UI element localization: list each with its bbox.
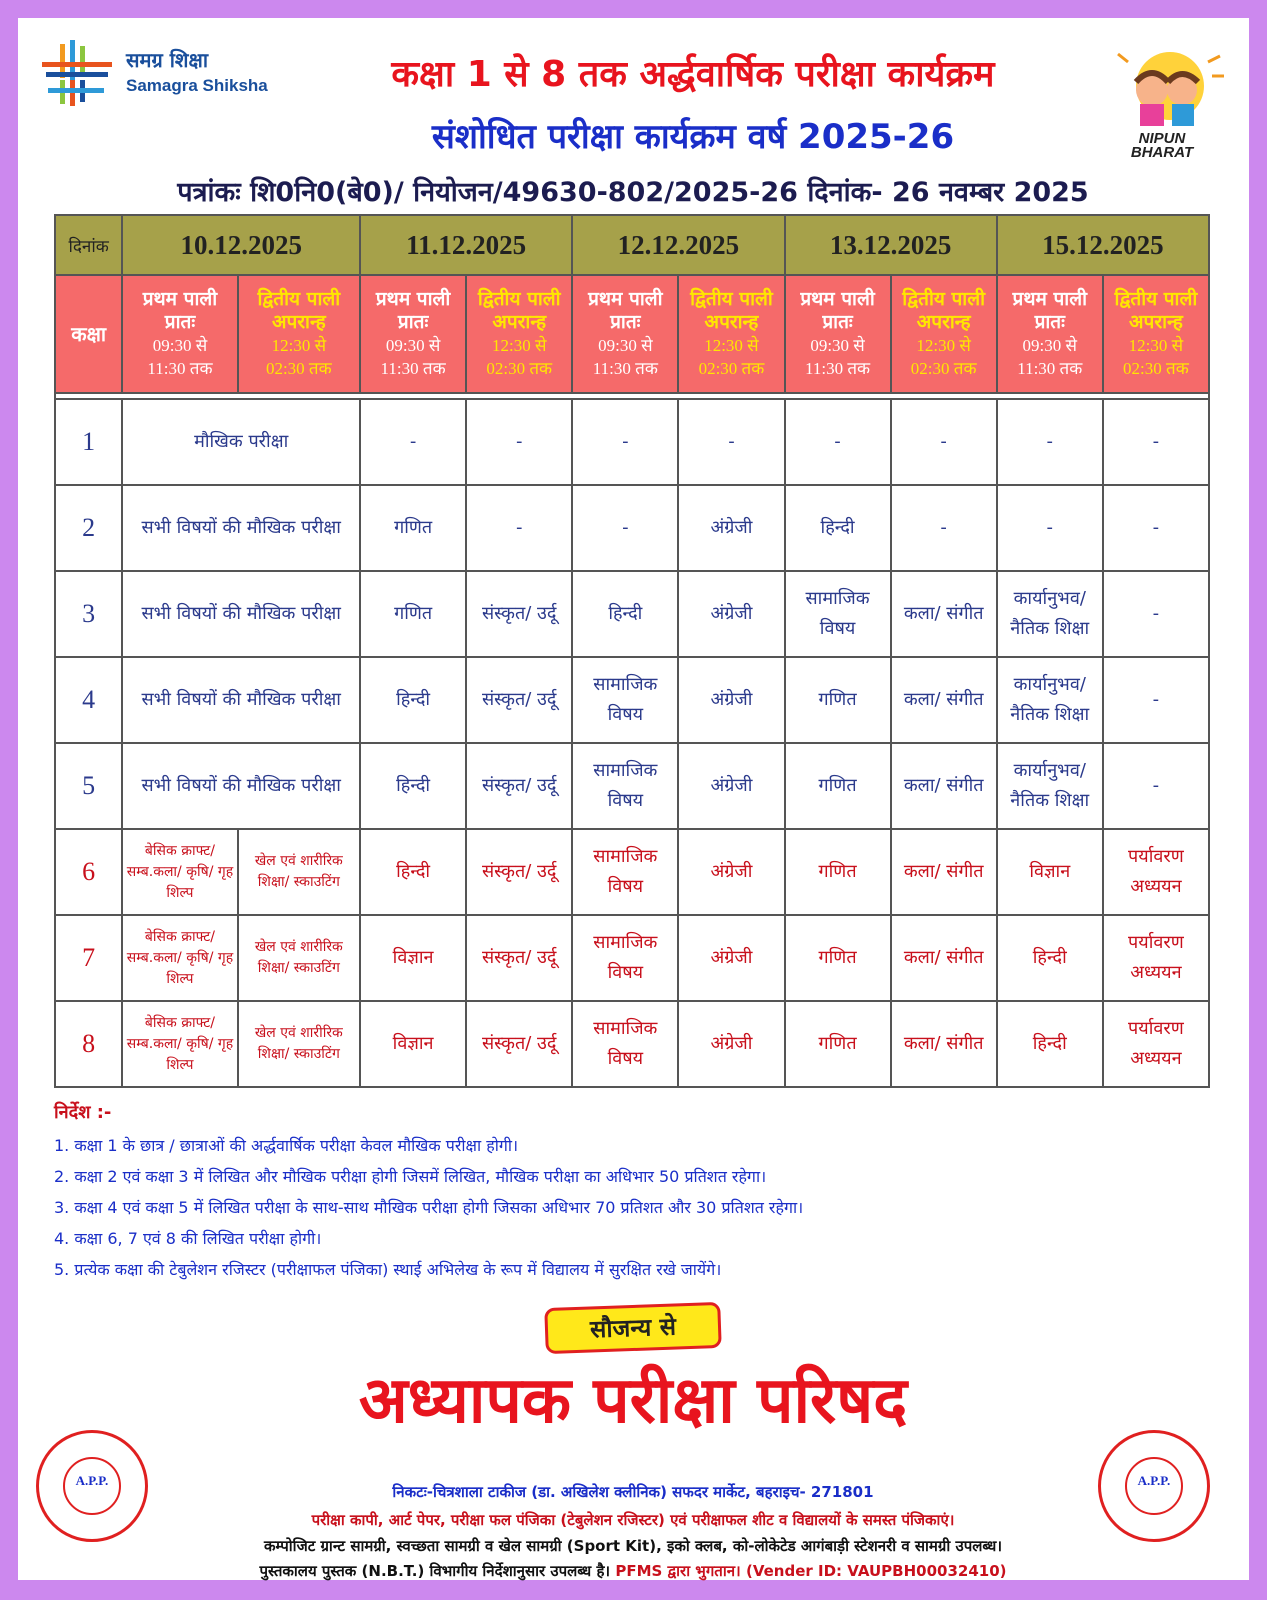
page-subtitle: संशोधित परीक्षा कार्यक्रम वर्ष 2025-26 <box>431 117 955 157</box>
subject-cell: हिन्दी <box>785 485 891 571</box>
second-shift-header <box>466 275 572 393</box>
subject-cell: पर्यावरण अध्ययन <box>1103 915 1209 1001</box>
instructions <box>54 1100 1224 1285</box>
shift-time-of-day: प्रातः <box>397 311 429 333</box>
shift-time-of-day: प्रातः <box>822 311 853 333</box>
courtesy-badge: सौजन्य से <box>544 1302 721 1354</box>
shift-from: 09:30 से <box>1022 336 1077 355</box>
table-row <box>55 485 1209 571</box>
class-number: 1 <box>55 399 122 485</box>
oral-exam-cell: सभी विषयों की मौखिक परीक्षा <box>122 657 360 743</box>
shift-from: 09:30 से <box>598 336 653 355</box>
table-row <box>55 915 1209 1001</box>
shift-from: 09:30 से <box>810 336 865 355</box>
shift-to: 02:30 तक <box>1123 359 1189 378</box>
subject-cell: अंग्रेजी <box>678 743 784 829</box>
pfms-vendor-text: PFMS द्वारा भुगतान। (Vender ID: VAUPBH00032410) <box>615 1562 1007 1580</box>
first-shift-header <box>122 275 237 393</box>
subject-cell: गणित <box>360 485 466 571</box>
vocational-subject-cell: खेल एवं शारीरिक शिक्षा/ स्काउटिंग <box>238 1001 360 1087</box>
nipun-bharat-logo <box>1108 42 1228 167</box>
subject-cell: - <box>1103 399 1209 485</box>
subject-cell: कला/ संगीत <box>891 743 997 829</box>
class-number: 6 <box>55 829 122 915</box>
shift-to: 11:30 तक <box>380 359 446 378</box>
shift-name: द्वितीय पाली <box>257 288 341 310</box>
table-row <box>55 743 1209 829</box>
subject-cell: - <box>360 399 466 485</box>
shift-to: 11:30 तक <box>1017 359 1083 378</box>
vocational-subject-cell: खेल एवं शारीरिक शिक्षा/ स्काउटिंग <box>238 829 360 915</box>
exam-schedule-sheet <box>18 18 1249 1580</box>
instruction-item: 2. कक्षा 2 एवं कक्षा 3 में लिखित और मौखिक परीक्षा होगी जिसमें लिखित, मौखिक परीक्षा का अधिभार 50 प्रतिशत रहेगा। <box>54 1167 767 1186</box>
subject-cell: गणित <box>785 1001 891 1087</box>
subject-cell: अंग्रेजी <box>678 485 784 571</box>
shift-to: 11:30 तक <box>147 359 213 378</box>
nipun-bharat-icon <box>1108 42 1228 134</box>
subject-cell: सामाजिक विषय <box>785 571 891 657</box>
reference-number: पत्रांकः शि0नि0(बे0)/ नियोजन/49630-802/2025-26 दिनांक- 26 नवम्बर 2025 <box>177 177 1089 208</box>
subject-cell: गणित <box>785 657 891 743</box>
subject-cell: कला/ संगीत <box>891 829 997 915</box>
publisher-name: अध्यापक परीक्षा परिषद <box>358 1364 908 1438</box>
shift-from: 12:30 से <box>704 336 759 355</box>
seal-text: A.P.P. <box>1137 1473 1171 1488</box>
date-cell: 12.12.2025 <box>572 215 784 275</box>
shift-name: द्वितीय पाली <box>477 288 561 310</box>
materials-line: कम्पोजिट ग्रान्ट सामग्री, स्वच्छता सामग्री व खेल सामग्री (Sport Kit), इको क्लब, को-लोकेटेड आगंबाड़ी स्टेशनरी व सामग्री उपलब्ध। <box>263 1537 1003 1555</box>
oral-exam-cell: मौखिक परीक्षा <box>122 399 360 485</box>
subject-cell: संस्कृत/ उर्दू <box>466 743 572 829</box>
subject-cell: कला/ संगीत <box>891 915 997 1001</box>
shift-from: 09:30 से <box>385 336 441 355</box>
vocational-subject-cell: बेसिक क्राफ्ट/ सम्ब.कला/ कृषि/ गृह शिल्प <box>122 829 237 915</box>
subject-cell: गणित <box>785 829 891 915</box>
shift-to: 11:30 तक <box>592 359 658 378</box>
publisher-address: निकटः-चित्रशाला टाकीज (डा. अखिलेश क्लीनिक) सफदर मार्केट, बहराइच- 271801 <box>392 1483 874 1501</box>
table-row <box>55 829 1209 915</box>
shift-from: 09:30 से <box>152 336 208 355</box>
first-shift-header <box>785 275 891 393</box>
subject-cell: संस्कृत/ उर्दू <box>466 657 572 743</box>
second-shift-header <box>678 275 784 393</box>
date-cell: 11.12.2025 <box>360 215 572 275</box>
subject-cell: संस्कृत/ उर्दू <box>466 571 572 657</box>
subject-cell: सामाजिक विषय <box>572 915 678 1001</box>
shift-from: 12:30 से <box>916 336 971 355</box>
shift-name: प्रथम पाली <box>1012 288 1087 310</box>
subject-cell: हिन्दी <box>572 571 678 657</box>
shift-time-of-day: अपरान्ह <box>271 311 326 333</box>
seal-text: A.P.P. <box>75 1473 109 1488</box>
library-text: पुस्तकालय पुस्तक (N.B.T.) विभागीय निर्देशानुसार उपलब्ध है। <box>259 1562 611 1580</box>
products-line: परीक्षा कापी, आर्ट पेपर, परीक्षा फल पंजिका (टेबुलेशन रजिस्टर) एवं परीक्षाफल शीट व विद्यालयों के समस्त पंजिकाएं। <box>311 1511 955 1529</box>
publisher-seal-right <box>1098 1430 1210 1542</box>
subject-cell: अंग्रेजी <box>678 829 784 915</box>
subject-cell: संस्कृत/ उर्दू <box>466 915 572 1001</box>
instruction-item: 4. कक्षा 6, 7 एवं 8 की लिखित परीक्षा होगी। <box>54 1229 322 1248</box>
table-row <box>55 657 1209 743</box>
subject-cell: गणित <box>360 571 466 657</box>
vocational-subject-cell: बेसिक क्राफ्ट/ सम्ब.कला/ कृषि/ गृह शिल्प <box>122 1001 237 1087</box>
subject-cell: पर्यावरण अध्ययन <box>1103 829 1209 915</box>
second-shift-header <box>891 275 997 393</box>
second-shift-header <box>1103 275 1209 393</box>
subject-cell: कार्यानुभव/ नैतिक शिक्षा <box>997 743 1103 829</box>
subject-cell: - <box>466 485 572 571</box>
publisher-seal-left <box>36 1430 148 1542</box>
subject-cell: - <box>997 399 1103 485</box>
date-row <box>55 215 1209 275</box>
subject-cell: सामाजिक विषय <box>572 1001 678 1087</box>
shift-time-of-day: प्रातः <box>610 311 641 333</box>
shift-to: 02:30 तक <box>698 359 765 378</box>
subject-cell: गणित <box>785 915 891 1001</box>
table-body <box>55 399 1209 1087</box>
subject-cell: - <box>678 399 784 485</box>
subject-cell: हिन्दी <box>360 657 466 743</box>
vocational-subject-cell: बेसिक क्राफ्ट/ सम्ब.कला/ कृषि/ गृह शिल्प <box>122 915 237 1001</box>
subject-cell: - <box>1103 657 1209 743</box>
second-shift-header <box>238 275 360 393</box>
subject-cell: - <box>997 485 1103 571</box>
class-number: 3 <box>55 571 122 657</box>
shift-time-of-day: अपरान्ह <box>916 311 971 333</box>
samagra-shiksha-logo-icon <box>38 40 118 108</box>
subject-cell: अंग्रेजी <box>678 1001 784 1087</box>
class-number: 5 <box>55 743 122 829</box>
subject-cell: हिन्दी <box>997 1001 1103 1087</box>
subject-cell: - <box>891 399 997 485</box>
class-number: 4 <box>55 657 122 743</box>
oral-exam-cell: सभी विषयों की मौखिक परीक्षा <box>122 571 360 657</box>
subject-cell: सामाजिक विषय <box>572 829 678 915</box>
instruction-item: 5. प्रत्येक कक्षा की टेबुलेशन रजिस्टर (परीक्षाफल पंजिका) स्थाई अभिलेख के रूप में विद्यालय में सुरक्षित रखे जायेंगे। <box>54 1260 722 1279</box>
subject-cell: अंग्रेजी <box>678 571 784 657</box>
shift-time-of-day: अपरान्ह <box>704 311 759 333</box>
shift-row <box>55 275 1209 393</box>
subject-cell: कार्यानुभव/ नैतिक शिक्षा <box>997 657 1103 743</box>
subject-cell: कला/ संगीत <box>891 1001 997 1087</box>
nipun-text-line1: NIPUN <box>1138 130 1186 147</box>
class-number: 2 <box>55 485 122 571</box>
shift-from: 12:30 से <box>1128 336 1184 355</box>
shift-to: 02:30 तक <box>910 359 977 378</box>
payment-line <box>168 1561 1098 1581</box>
shift-time-of-day: प्रातः <box>164 311 196 333</box>
shift-name: द्वितीय पाली <box>690 288 773 310</box>
nipun-text-line2: BHARAT <box>1130 144 1194 161</box>
date-cell: 15.12.2025 <box>997 215 1209 275</box>
oral-exam-cell: सभी विषयों की मौखिक परीक्षा <box>122 485 360 571</box>
shift-from: 12:30 से <box>271 336 327 355</box>
date-label: दिनांक <box>55 215 122 275</box>
subject-cell: सामाजिक विषय <box>572 743 678 829</box>
logo-hindi-text: समग्र शिक्षा <box>126 48 209 72</box>
subject-cell: विज्ञान <box>360 915 466 1001</box>
subject-cell: अंग्रेजी <box>678 915 784 1001</box>
exam-schedule-table <box>54 214 1210 1088</box>
date-cell: 13.12.2025 <box>785 215 997 275</box>
subject-cell: - <box>785 399 891 485</box>
subject-cell: अंग्रेजी <box>678 657 784 743</box>
subject-cell: - <box>1103 485 1209 571</box>
subject-cell: गणित <box>785 743 891 829</box>
subject-cell: संस्कृत/ उर्दू <box>466 829 572 915</box>
subject-cell: कार्यानुभव/ नैतिक शिक्षा <box>997 571 1103 657</box>
shift-time-of-day: अपरान्ह <box>1129 311 1183 333</box>
subject-cell: - <box>572 485 678 571</box>
table-row <box>55 1001 1209 1087</box>
class-number: 8 <box>55 1001 122 1087</box>
subject-cell: हिन्दी <box>360 829 466 915</box>
instructions-heading: निर्देश :- <box>54 1102 112 1123</box>
subject-cell: - <box>466 399 572 485</box>
vocational-subject-cell: खेल एवं शारीरिक शिक्षा/ स्काउटिंग <box>238 915 360 1001</box>
shift-time-of-day: प्रातः <box>1034 311 1065 333</box>
table-row <box>55 399 1209 485</box>
shift-to: 02:30 तक <box>265 359 332 378</box>
instruction-item: 1. कक्षा 1 के छात्र / छात्राओं की अर्द्धवार्षिक परीक्षा केवल मौखिक परीक्षा होगी। <box>54 1136 519 1155</box>
shift-to: 11:30 तक <box>805 359 871 378</box>
shift-name: प्रथम पाली <box>142 288 218 310</box>
shift-name: द्वितीय पाली <box>1114 288 1198 310</box>
class-label: कक्षा <box>55 275 122 393</box>
subject-cell: हिन्दी <box>360 743 466 829</box>
subject-cell: कला/ संगीत <box>891 657 997 743</box>
shift-name: प्रथम पाली <box>588 288 663 310</box>
subject-cell: - <box>1103 571 1209 657</box>
first-shift-header <box>572 275 678 393</box>
shift-name: प्रथम पाली <box>800 288 875 310</box>
shift-name: प्रथम पाली <box>375 288 451 310</box>
subject-cell: संस्कृत/ उर्दू <box>466 1001 572 1087</box>
subject-cell: कला/ संगीत <box>891 571 997 657</box>
subject-cell: - <box>572 399 678 485</box>
logo-english-text: Samagra Shiksha <box>126 76 268 95</box>
first-shift-header <box>360 275 466 393</box>
subject-cell: पर्यावरण अध्ययन <box>1103 1001 1209 1087</box>
samagra-shiksha-logo <box>38 40 298 110</box>
subject-cell: सामाजिक विषय <box>572 657 678 743</box>
table-row <box>55 571 1209 657</box>
shift-from: 12:30 से <box>491 336 547 355</box>
first-shift-header <box>997 275 1103 393</box>
page-title: कक्षा 1 से 8 तक अर्द्धवार्षिक परीक्षा कार्यक्रम <box>391 54 995 95</box>
subject-cell: - <box>1103 743 1209 829</box>
instruction-item: 3. कक्षा 4 एवं कक्षा 5 में लिखित परीक्षा के साथ-साथ मौखिक परीक्षा होगी जिसका अधिभार 70 प्रतिशत और 30 प्रतिशत रहेगा। <box>54 1198 804 1217</box>
shift-to: 02:30 तक <box>486 359 553 378</box>
subject-cell: विज्ञान <box>997 829 1103 915</box>
subject-cell: - <box>891 485 997 571</box>
shift-name: द्वितीय पाली <box>902 288 986 310</box>
nipun-bharat-text <box>1122 132 1202 160</box>
oral-exam-cell: सभी विषयों की मौखिक परीक्षा <box>122 743 360 829</box>
subject-cell: हिन्दी <box>997 915 1103 1001</box>
date-cell: 10.12.2025 <box>122 215 360 275</box>
shift-time-of-day: अपरान्ह <box>492 311 547 333</box>
subject-cell: विज्ञान <box>360 1001 466 1087</box>
class-number: 7 <box>55 915 122 1001</box>
